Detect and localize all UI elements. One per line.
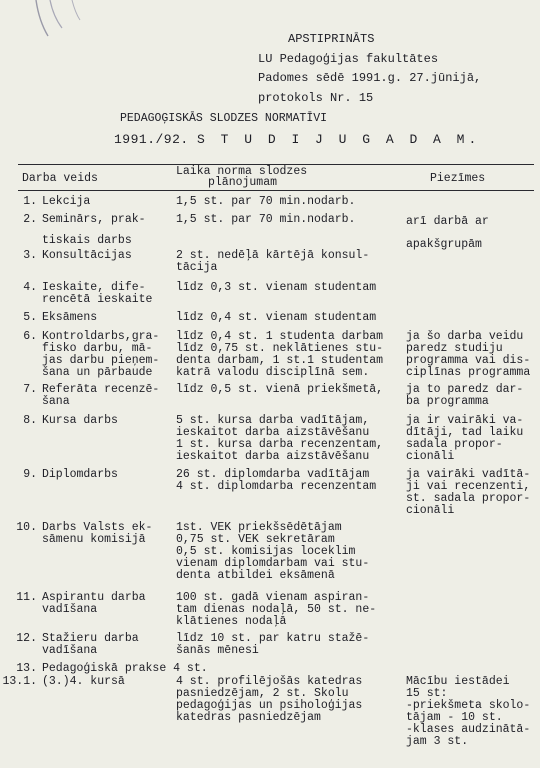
note-text: ja šo darba veidu: [406, 330, 524, 343]
norm-text: šanās mēnesi: [176, 644, 259, 657]
activity-text: vadīšana: [42, 644, 98, 657]
row-number: 1.: [23, 195, 37, 208]
note-text: ba programma: [406, 395, 489, 408]
norm-text: 4 st. profilējošās katedras: [176, 675, 363, 688]
row-number: 11.: [16, 591, 37, 604]
note-text: -klases audzinātā-: [406, 723, 531, 736]
norm-text: katrā valodu disciplīnā sem.: [176, 366, 370, 379]
norm-text: 26 st. diplomdarba vadītājam: [176, 468, 370, 481]
activity-text: Lekcija: [42, 195, 91, 208]
note-text: tājam - 10 st.: [406, 711, 503, 724]
header-activity: Darba veids: [22, 172, 98, 185]
study-year: 1991./92.: [114, 132, 189, 147]
norm-text: 1st. VEK priekšsēdētājam: [176, 521, 342, 534]
subtitle-words: S T U D I J U G A D A M.: [197, 132, 481, 147]
norm-text: līdz 0,4 st. 1 studenta darbam: [176, 330, 384, 343]
note-text: ciplīnas programma: [406, 366, 531, 379]
norm-text: 4 st. diplomdarba recenzentam: [176, 480, 377, 493]
norm-text: 5 st. kursa darba vadītājam,: [176, 414, 370, 427]
row-number: 13.1.: [2, 675, 37, 688]
note-text: dītāji, tad laiku: [406, 426, 524, 439]
row-number: 8.: [23, 414, 37, 427]
norm-text: katedras pasniedzējam: [176, 711, 321, 724]
note-text: Mācību iestādei: [406, 675, 510, 688]
norm-text: pasniedzējam, 2 st. Skolu: [176, 687, 349, 700]
note-text: ja ir vairāki va-: [406, 414, 524, 427]
row-number: 3.: [23, 249, 37, 262]
norm-text: pedagoģijas un psiholoģijas: [176, 699, 363, 712]
header-norm-line-2: plānojumam: [208, 176, 278, 189]
activity-text: sāmenu komisijā: [42, 533, 146, 546]
activity-text: šana un pārbaude: [42, 366, 153, 379]
norm-text: denta darbam, 1 st.1 studentam: [176, 354, 384, 367]
norm-text: 100 st. gadā vienam aspiran-: [176, 591, 370, 604]
activity-text: rencētā ieskaite: [42, 293, 153, 306]
norm-text: ieskaitot darba aizstāvēšanu: [176, 450, 370, 463]
row-number: 12.: [16, 632, 37, 645]
norm-text: 1,5 st. par 70 min.nodarb.: [176, 195, 356, 208]
document-subtitle: [114, 132, 480, 147]
row-number: 7.: [23, 383, 37, 396]
norm-text: līdz 0,3 st. vienam studentam: [176, 281, 377, 294]
norm-text: 1 st. kursa darba recenzentam,: [176, 438, 384, 451]
activity-text: Eksāmens: [42, 311, 98, 324]
activity-text: Konsultācijas: [42, 249, 132, 262]
row-number: 5.: [23, 311, 37, 324]
activity-text: Ieskaite, dife-: [42, 281, 146, 294]
approval-line-2: Padomes sēdē 1991.g. 27.jūnijā,: [258, 71, 482, 85]
header-notes: Piezīmes: [430, 172, 486, 185]
norm-text: 1,5 st. par 70 min.nodarb.: [176, 213, 356, 226]
note-text: arī darbā ar: [406, 215, 489, 228]
norm-text: ieskaitot darba aizstāvēšanu: [176, 426, 370, 439]
norm-text: līdz 0,5 st. vienā priekšmetā,: [176, 383, 384, 396]
note-text: st. sadala propor-: [406, 492, 531, 505]
ink-mark: [28, 0, 98, 40]
approval-block: [258, 30, 481, 108]
approval-heading: APSTIPRINĀTS: [288, 32, 375, 46]
row-number: 9.: [23, 468, 37, 481]
activity-text: šana: [42, 395, 70, 408]
activity-text: jas darbu pieņem-: [42, 354, 160, 367]
table-header-rule: [18, 190, 534, 191]
activity-text: Pedagoģiskā prakse 4 st.: [42, 662, 208, 675]
row-number: 10.: [16, 521, 37, 534]
norm-text: denta atbildei eksāmenā: [176, 569, 335, 582]
note-text: cionāli: [406, 504, 455, 517]
note-text: ji vai recenzenti,: [406, 480, 531, 493]
norm-text: vienam diplomdarbam vai stu-: [176, 557, 370, 570]
row-number: 4.: [23, 281, 37, 294]
norm-text: līdz 10 st. par katru stažē-: [176, 632, 370, 645]
activity-text: Kontroldarbs,gra-: [42, 330, 160, 343]
note-text: ja to paredz dar-: [406, 383, 524, 396]
activity-text: vadīšana: [42, 603, 98, 616]
norm-text: 0,75 st. VEK sekretāram: [176, 533, 335, 546]
row-number: 13.: [16, 662, 37, 675]
norm-text: tam dienas nodaļā, 50 st. ne-: [176, 603, 377, 616]
norm-text: līdz 0,4 st. vienam studentam: [176, 311, 377, 324]
row-number: 6.: [23, 330, 37, 343]
note-text: sadala propor-: [406, 438, 503, 451]
norm-text: līdz 0,75 st. neklātienes stu-: [176, 342, 384, 355]
norm-text: 0,5 st. komisijas loceklim: [176, 545, 356, 558]
note-text: 15 st:: [406, 687, 448, 700]
activity-text: Diplomdarbs: [42, 468, 118, 481]
activity-text: Aspirantu darba: [42, 591, 146, 604]
note-text: paredz studiju: [406, 342, 503, 355]
note-text: cionāli: [406, 450, 455, 463]
header-norm-line-1: Laika norma slodzes: [176, 165, 308, 178]
row-number: 2.: [23, 213, 37, 226]
activity-text: Darbs Valsts ek-: [42, 521, 153, 534]
note-text: jam 3 st.: [406, 735, 469, 748]
document-title: PEDAGOĢISKĀS SLODZES NORMATĪVI: [120, 112, 328, 125]
activity-text: (3.)4. kursā: [42, 675, 125, 688]
note-text: ja vairāki vadītā-: [406, 468, 531, 481]
approval-line-3: protokols Nr. 15: [258, 90, 374, 105]
norm-text: klātienes nodaļā: [176, 615, 287, 628]
activity-text: Stažieru darba: [42, 632, 139, 645]
activity-text: Kursa darbs: [42, 414, 118, 427]
note-text: programma vai dis-: [406, 354, 531, 367]
approval-line-1: LU Pedagoģijas fakultātes: [258, 51, 439, 66]
activity-text: Seminārs, prak-: [42, 213, 146, 226]
activity-text: fisko darbu, mā-: [42, 342, 153, 355]
activity-text: Referāta recenzē-: [42, 383, 160, 396]
norm-text: tācija: [176, 261, 218, 274]
note-text: -priekšmeta skolo-: [406, 699, 531, 712]
note-text: apakšgrupām: [406, 238, 482, 251]
norm-text: 2 st. nedēļā kārtējā konsul-: [176, 249, 370, 262]
activity-text: tiskais darbs: [42, 234, 132, 247]
